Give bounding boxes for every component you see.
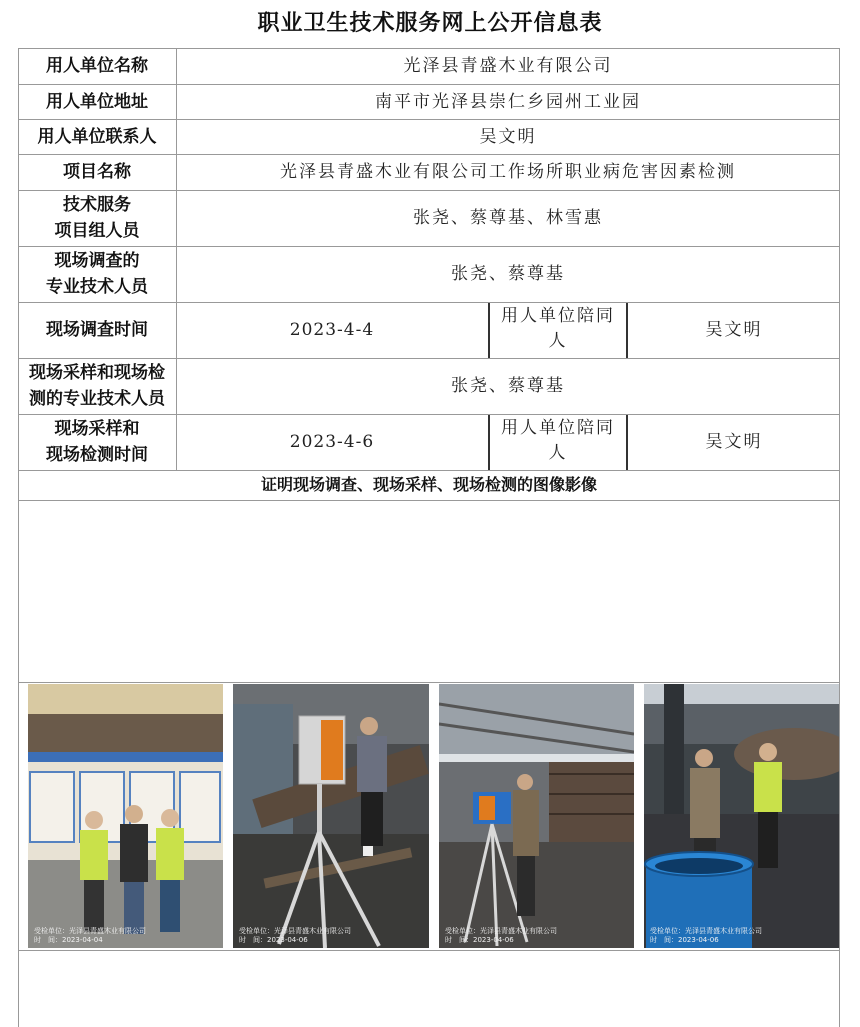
photo-3-watermark-line-2: 时 间：2023-04-06 bbox=[445, 936, 514, 944]
sampling-companion-label bbox=[490, 414, 626, 470]
survey-companion-value: 吴文明 bbox=[705, 320, 763, 340]
service-team-label-line-1: 技术服务 bbox=[63, 195, 131, 215]
survey-companion-label-line-2: 人 bbox=[548, 331, 568, 351]
unit-address-label: 用人单位地址 bbox=[46, 91, 148, 112]
survey-time-label: 现场调查时间 bbox=[46, 320, 148, 340]
sampling-time-label-line-1: 现场采样和 bbox=[54, 419, 140, 439]
sampling-time-label-line-2: 现场检测时间 bbox=[46, 445, 148, 465]
images-section-heading: 证明现场调查、现场采样、现场检测的图像影像 bbox=[260, 475, 597, 494]
photo-4-watermark-line-2: 时 间：2023-04-06 bbox=[650, 936, 719, 944]
survey-companion-label-line-1: 用人单位陪同 bbox=[501, 306, 615, 326]
photo-sampler-tripod bbox=[233, 684, 429, 948]
sampling-staff-value: 张尧、蔡尊基 bbox=[451, 376, 565, 396]
project-name-label: 项目名称 bbox=[63, 162, 131, 182]
photo-inspector-barrel bbox=[644, 684, 839, 948]
photo-2-watermark-line-2: 时 间：2023-04-06 bbox=[239, 936, 308, 944]
page-title: 职业卫生技术服务网上公开信息表 bbox=[257, 11, 603, 36]
sampling-staff-label bbox=[18, 358, 176, 414]
project-name-value: 光泽县青盛木业有限公司工作场所职业病危害因素检测 bbox=[280, 162, 736, 182]
sampling-companion-value: 吴文明 bbox=[705, 432, 763, 452]
service-team-value: 张尧、蔡尊基、林雪惠 bbox=[413, 208, 603, 228]
photo-sampler-workshop bbox=[439, 684, 634, 948]
sampling-time-label bbox=[18, 414, 176, 470]
photo-1-watermark-line-2: 时 间：2023-04-04 bbox=[34, 936, 103, 944]
unit-contact-value: 吴文明 bbox=[479, 126, 537, 147]
sampling-staff-label-line-2: 测的专业技术人员 bbox=[29, 389, 165, 409]
unit-name-label: 用人单位名称 bbox=[46, 56, 148, 76]
sampling-staff-label-line-1: 现场采样和现场检 bbox=[29, 363, 165, 383]
survey-companion-label bbox=[490, 302, 626, 358]
survey-staff-value: 张尧、蔡尊基 bbox=[451, 264, 565, 284]
photo-2-watermark-line-1: 受检单位：光泽县青盛木业有限公司 bbox=[239, 927, 351, 935]
survey-staff-label-line-1: 现场调查的 bbox=[54, 251, 140, 271]
survey-staff-label-line-2: 专业技术人员 bbox=[46, 277, 148, 297]
service-team-label-line-2: 项目组人员 bbox=[54, 221, 140, 241]
sampling-companion-label-line-1: 用人单位陪同 bbox=[501, 418, 615, 438]
service-team-label bbox=[18, 190, 176, 246]
photo-4-watermark bbox=[650, 927, 762, 945]
unit-contact-label: 用人单位联系人 bbox=[37, 126, 157, 147]
unit-name-value: 光泽县青盛木业有限公司 bbox=[403, 56, 613, 76]
photo-1-watermark bbox=[34, 927, 146, 945]
sampling-time-date: 2023-4-6 bbox=[289, 432, 375, 452]
survey-staff-label bbox=[18, 246, 176, 302]
photo-2-watermark bbox=[239, 927, 351, 945]
sampling-companion-label-line-2: 人 bbox=[548, 443, 568, 463]
photo-site-survey-group bbox=[28, 684, 223, 948]
photo-3-watermark bbox=[445, 927, 557, 945]
unit-address-value: 南平市光泽县崇仁乡园州工业园 bbox=[375, 91, 641, 112]
survey-time-date: 2023-4-4 bbox=[289, 320, 375, 340]
photo-4-watermark-line-1: 受检单位：光泽县青盛木业有限公司 bbox=[650, 927, 762, 935]
photo-1-watermark-line-1: 受检单位：光泽县青盛木业有限公司 bbox=[34, 927, 146, 935]
photo-3-watermark-line-1: 受检单位：光泽县青盛木业有限公司 bbox=[445, 927, 557, 935]
